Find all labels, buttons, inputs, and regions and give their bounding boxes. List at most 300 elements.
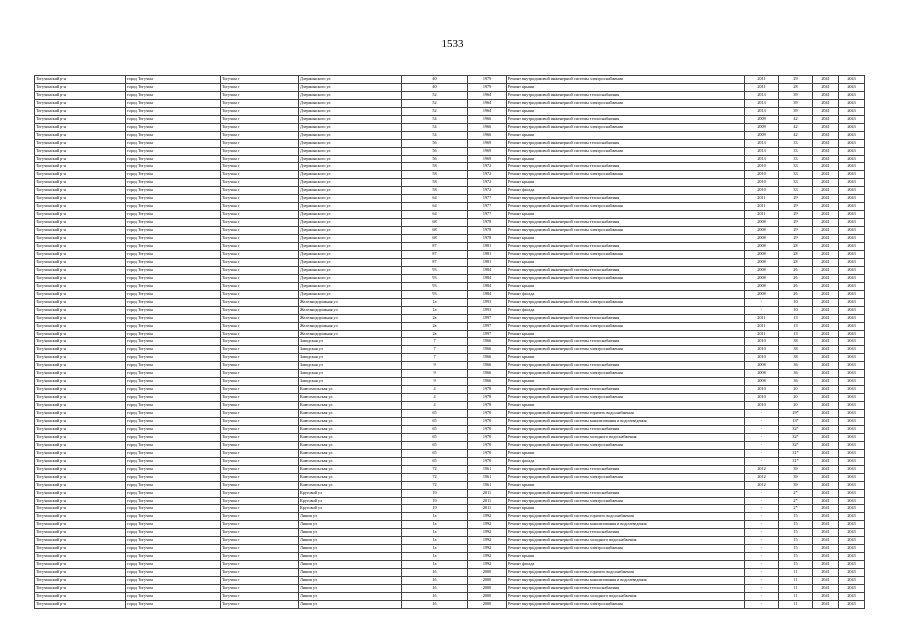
cell-street: Заводская ул (299, 346, 402, 354)
cell-district: Тогучинский р-н (35, 505, 126, 513)
cell-house-number: 16 (402, 577, 468, 585)
cell-plan-start-year: 2041 (813, 155, 839, 163)
cell-age: 32* (779, 433, 813, 441)
document-table-container (34, 75, 864, 609)
cell-locality: Тогучин г (221, 290, 299, 298)
cell-settlement: город Тогучин (126, 147, 221, 155)
cell-locality: Тогучин г (221, 402, 299, 410)
cell-locality: Тогучин г (221, 266, 299, 274)
cell-street: Комсомольская ул (299, 465, 402, 473)
cell-house-number: 9 (402, 378, 468, 386)
cell-house-number: 1а (402, 545, 468, 553)
cell-district: Тогучинский р-н (35, 433, 126, 441)
cell-plan-end-year: 2043 (839, 402, 865, 410)
table-row (35, 370, 865, 378)
cell-locality: Тогучин г (221, 282, 299, 290)
cell-plan-end-year: 2043 (839, 107, 865, 115)
cell-street: Комсомольская ул (299, 425, 402, 433)
cell-plan-start-year: 2041 (813, 235, 839, 243)
cell-locality: Тогучин г (221, 362, 299, 370)
cell-plan-end-year: 2043 (839, 346, 865, 354)
cell-locality: Тогучин г (221, 203, 299, 211)
cell-locality: Тогучин г (221, 314, 299, 322)
cell-house-number: 68 (402, 227, 468, 235)
cell-house-number: 40 (402, 83, 468, 91)
cell-build-year: 1966 (468, 378, 507, 386)
cell-settlement: город Тогучин (126, 314, 221, 322)
cell-last-repair-year: 2013 (745, 107, 779, 115)
cell-build-year: 1981 (468, 243, 507, 251)
cell-locality: Тогучин г (221, 378, 299, 386)
cell-house-number: 19 (402, 497, 468, 505)
cell-plan-start-year: 2041 (813, 123, 839, 131)
cell-build-year: 1992 (468, 529, 507, 537)
cell-street: Линии ул (299, 561, 402, 569)
cell-street: Железнодорожная ул (299, 298, 402, 306)
cell-plan-start-year: 2041 (813, 553, 839, 561)
cell-street: Линии ул (299, 553, 402, 561)
cell-last-repair-year: - (745, 577, 779, 585)
cell-work-type: Ремонт внутридомовой инженерной системы теплоснабжения (507, 91, 745, 99)
cell-street: Железнодорожная ул (299, 330, 402, 338)
cell-age: 39 (779, 481, 813, 489)
cell-build-year: 1979 (468, 76, 507, 84)
cell-work-type: Ремонт внутридомовой инженерной системы электроснабжения (507, 394, 745, 402)
table-row (35, 274, 865, 282)
cell-age: 15 (779, 521, 813, 529)
cell-plan-end-year: 2043 (839, 131, 865, 139)
cell-work-type: Ремонт внутридомовой инженерной системы теплоснабжения (507, 243, 745, 251)
table-row (35, 330, 865, 338)
cell-district: Тогучинский р-н (35, 235, 126, 243)
cell-build-year: 1977 (468, 203, 507, 211)
cell-district: Тогучинский р-н (35, 561, 126, 569)
cell-build-year: 1978 (468, 235, 507, 243)
cell-house-number: 87 (402, 250, 468, 258)
cell-locality: Тогучин г (221, 386, 299, 394)
cell-age: 2* (779, 505, 813, 513)
cell-district: Тогучинский р-н (35, 497, 126, 505)
cell-age: 20 (779, 386, 813, 394)
cell-build-year: 1992 (468, 553, 507, 561)
table-row (35, 338, 865, 346)
cell-street: Дзержинского ул (299, 243, 402, 251)
cell-build-year: 1984 (468, 290, 507, 298)
table-row (35, 243, 865, 251)
cell-plan-start-year: 2041 (813, 83, 839, 91)
cell-plan-end-year: 2043 (839, 147, 865, 155)
cell-age: 11 (779, 585, 813, 593)
cell-locality: Тогучин г (221, 481, 299, 489)
cell-work-type: Ремонт крыши (507, 211, 745, 219)
cell-street: Линии ул (299, 585, 402, 593)
cell-locality: Тогучин г (221, 99, 299, 107)
cell-age: 39 (779, 465, 813, 473)
cell-settlement: город Тогучин (126, 569, 221, 577)
cell-work-type: Ремонт внутридомовой инженерной системы холодного водоснабжения (507, 433, 745, 441)
table-row (35, 585, 865, 593)
cell-plan-start-year: 2041 (813, 585, 839, 593)
cell-street: Линии ул (299, 577, 402, 585)
cell-plan-end-year: 2043 (839, 91, 865, 99)
cell-street: Комсомольская ул (299, 410, 402, 418)
cell-settlement: город Тогучин (126, 521, 221, 529)
cell-last-repair-year: 2011 (745, 76, 779, 84)
cell-locality: Тогучин г (221, 306, 299, 314)
cell-plan-end-year: 2043 (839, 306, 865, 314)
cell-street: Линии ул (299, 537, 402, 545)
cell-district: Тогучинский р-н (35, 163, 126, 171)
cell-work-type: Ремонт внутридомовой инженерной системы теплоснабжения (507, 489, 745, 497)
cell-locality: Тогучин г (221, 338, 299, 346)
table-row (35, 266, 865, 274)
cell-plan-start-year: 2041 (813, 250, 839, 258)
cell-settlement: город Тогучин (126, 235, 221, 243)
cell-settlement: город Тогучин (126, 529, 221, 537)
cell-build-year: 1978 (468, 227, 507, 235)
cell-locality: Тогучин г (221, 370, 299, 378)
cell-plan-end-year: 2043 (839, 497, 865, 505)
cell-locality: Тогучин г (221, 473, 299, 481)
cell-house-number: 65 (402, 449, 468, 457)
cell-plan-end-year: 2043 (839, 505, 865, 513)
cell-street: Комсомольская ул (299, 402, 402, 410)
cell-work-type: Ремонт крыши (507, 282, 745, 290)
cell-last-repair-year: - (745, 497, 779, 505)
cell-last-repair-year: - (745, 306, 779, 314)
cell-settlement: город Тогучин (126, 211, 221, 219)
cell-age: 33 (779, 147, 813, 155)
cell-last-repair-year: 2011 (745, 211, 779, 219)
cell-last-repair-year: - (745, 505, 779, 513)
cell-street: Дзержинского ул (299, 274, 402, 282)
cell-district: Тогучинский р-н (35, 569, 126, 577)
cell-street: Комсомольская ул (299, 386, 402, 394)
cell-plan-start-year: 2041 (813, 362, 839, 370)
cell-house-number: 52 (402, 91, 468, 99)
cell-build-year: 1984 (468, 266, 507, 274)
cell-plan-end-year: 2043 (839, 99, 865, 107)
cell-house-number: 64 (402, 211, 468, 219)
cell-locality: Тогучин г (221, 195, 299, 203)
cell-house-number: 16 (402, 569, 468, 577)
cell-build-year: 1966 (468, 346, 507, 354)
cell-plan-end-year: 2043 (839, 123, 865, 131)
cell-locality: Тогучин г (221, 457, 299, 465)
cell-work-type: Ремонт внутридомовой инженерной системы теплоснабжения (507, 585, 745, 593)
cell-street: Дзержинского ул (299, 83, 402, 91)
cell-build-year: 1978 (468, 219, 507, 227)
cell-district: Тогучинский р-н (35, 553, 126, 561)
cell-locality: Тогучин г (221, 592, 299, 600)
cell-last-repair-year: 2008 (745, 290, 779, 298)
cell-street: Дзержинского ул (299, 147, 402, 155)
cell-settlement: город Тогучин (126, 585, 221, 593)
cell-build-year: 1966 (468, 115, 507, 123)
table-row (35, 449, 865, 457)
cell-plan-start-year: 2041 (813, 115, 839, 123)
cell-settlement: город Тогучин (126, 187, 221, 195)
cell-district: Тогучинский р-н (35, 282, 126, 290)
cell-build-year: 1997 (468, 322, 507, 330)
cell-locality: Тогучин г (221, 171, 299, 179)
cell-settlement: город Тогучин (126, 441, 221, 449)
cell-settlement: город Тогучин (126, 330, 221, 338)
cell-street: Дзержинского ул (299, 282, 402, 290)
cell-work-type: Ремонт внутридомовой инженерной системы электроснабжения (507, 274, 745, 282)
cell-age: 29* (779, 410, 813, 418)
cell-settlement: город Тогучин (126, 123, 221, 131)
cell-house-number: 16 (402, 600, 468, 608)
table-row (35, 76, 865, 84)
cell-build-year: 1961 (468, 465, 507, 473)
cell-street: Дзержинского ул (299, 179, 402, 187)
cell-work-type: Ремонт внутридомовой инженерной системы теплоснабжения (507, 219, 745, 227)
cell-district: Тогучинский р-н (35, 545, 126, 553)
cell-settlement: город Тогучин (126, 298, 221, 306)
cell-locality: Тогучин г (221, 163, 299, 171)
cell-locality: Тогучин г (221, 131, 299, 139)
cell-plan-end-year: 2043 (839, 83, 865, 91)
cell-last-repair-year: 2009 (745, 123, 779, 131)
cell-last-repair-year: 2008 (745, 227, 779, 235)
cell-plan-start-year: 2041 (813, 370, 839, 378)
cell-locality: Тогучин г (221, 322, 299, 330)
page-number: 1533 (441, 38, 464, 50)
cell-age: 26 (779, 274, 813, 282)
cell-plan-start-year: 2041 (813, 433, 839, 441)
cell-build-year: 1966 (468, 370, 507, 378)
table-row (35, 195, 865, 203)
cell-age: 42 (779, 123, 813, 131)
cell-last-repair-year: 2010 (745, 338, 779, 346)
cell-plan-start-year: 2041 (813, 314, 839, 322)
cell-house-number: 1а (402, 298, 468, 306)
cell-plan-start-year: 2041 (813, 346, 839, 354)
table-row (35, 203, 865, 211)
cell-locality: Тогучин г (221, 187, 299, 195)
cell-locality: Тогучин г (221, 76, 299, 84)
cell-street: Комсомольская ул (299, 394, 402, 402)
cell-house-number: 65 (402, 457, 468, 465)
cell-street: Комсомольская ул (299, 449, 402, 457)
cell-house-number: 1а (402, 521, 468, 529)
cell-work-type: Ремонт крыши (507, 179, 745, 187)
cell-plan-end-year: 2043 (839, 425, 865, 433)
cell-last-repair-year: 2010 (745, 354, 779, 362)
cell-age: 26 (779, 282, 813, 290)
cell-district: Тогучинский р-н (35, 577, 126, 585)
cell-last-repair-year: 2009 (745, 115, 779, 123)
cell-locality: Тогучин г (221, 417, 299, 425)
cell-plan-start-year: 2041 (813, 457, 839, 465)
cell-age: 39 (779, 107, 813, 115)
cell-plan-start-year: 2041 (813, 473, 839, 481)
cell-work-type: Ремонт фасада (507, 457, 745, 465)
cell-settlement: город Тогучин (126, 394, 221, 402)
cell-last-repair-year: 2008 (745, 378, 779, 386)
cell-district: Тогучинский р-н (35, 139, 126, 147)
table-row (35, 306, 865, 314)
cell-plan-end-year: 2043 (839, 513, 865, 521)
cell-plan-end-year: 2043 (839, 521, 865, 529)
cell-district: Тогучинский р-н (35, 592, 126, 600)
cell-street: Линии ул (299, 569, 402, 577)
cell-plan-start-year: 2041 (813, 505, 839, 513)
cell-work-type: Ремонт внутридомовой инженерной системы горячего водоснабжения (507, 513, 745, 521)
cell-street: Дзержинского ул (299, 227, 402, 235)
cell-settlement: город Тогучин (126, 274, 221, 282)
cell-build-year: 1961 (468, 481, 507, 489)
cell-district: Тогучинский р-н (35, 266, 126, 274)
cell-house-number: 58 (402, 179, 468, 187)
cell-plan-end-year: 2043 (839, 417, 865, 425)
cell-settlement: город Тогучин (126, 250, 221, 258)
cell-house-number: 16 (402, 585, 468, 593)
cell-house-number: 65 (402, 417, 468, 425)
table-row (35, 250, 865, 258)
cell-age: 11 (779, 592, 813, 600)
cell-work-type: Ремонт внутридомовой инженерной системы электроснабжения (507, 76, 745, 84)
cell-plan-end-year: 2043 (839, 457, 865, 465)
cell-last-repair-year: 2010 (745, 179, 779, 187)
cell-age: 11 (779, 577, 813, 585)
cell-build-year: 1993 (468, 306, 507, 314)
cell-street: Дзержинского ул (299, 219, 402, 227)
cell-house-number: 72 (402, 481, 468, 489)
cell-settlement: город Тогучин (126, 561, 221, 569)
cell-plan-end-year: 2043 (839, 139, 865, 147)
table-row (35, 425, 865, 433)
cell-district: Тогучинский р-н (35, 83, 126, 91)
cell-street: Дзержинского ул (299, 171, 402, 179)
cell-district: Тогучинский р-н (35, 203, 126, 211)
table-row (35, 346, 865, 354)
cell-settlement: город Тогучин (126, 163, 221, 171)
cell-plan-start-year: 2041 (813, 600, 839, 608)
cell-settlement: город Тогучин (126, 99, 221, 107)
cell-plan-end-year: 2043 (839, 449, 865, 457)
cell-locality: Тогучин г (221, 330, 299, 338)
cell-street: Заводская ул (299, 362, 402, 370)
cell-plan-end-year: 2043 (839, 394, 865, 402)
cell-locality: Тогучин г (221, 179, 299, 187)
cell-work-type: Ремонт внутридомовой инженерной системы теплоснабжения (507, 386, 745, 394)
cell-plan-start-year: 2041 (813, 195, 839, 203)
cell-last-repair-year: 2008 (745, 250, 779, 258)
cell-plan-end-year: 2043 (839, 322, 865, 330)
cell-locality: Тогучин г (221, 227, 299, 235)
cell-work-type: Ремонт внутридомовой инженерной системы канализования и водоотведения (507, 417, 745, 425)
cell-plan-start-year: 2041 (813, 449, 839, 457)
cell-build-year: 1997 (468, 330, 507, 338)
cell-plan-start-year: 2041 (813, 561, 839, 569)
cell-plan-start-year: 2041 (813, 298, 839, 306)
cell-locality: Тогучин г (221, 497, 299, 505)
cell-street: Дзержинского ул (299, 258, 402, 266)
cell-plan-end-year: 2043 (839, 378, 865, 386)
cell-settlement: город Тогучин (126, 577, 221, 585)
cell-district: Тогучинский р-н (35, 155, 126, 163)
cell-district: Тогучинский р-н (35, 410, 126, 418)
cell-house-number: 1а (402, 306, 468, 314)
cell-age: 28 (779, 83, 813, 91)
table-row (35, 592, 865, 600)
cell-age: 29 (779, 195, 813, 203)
cell-last-repair-year: - (745, 417, 779, 425)
cell-last-repair-year: 2010 (745, 171, 779, 179)
cell-district: Тогучинский р-н (35, 441, 126, 449)
cell-age: 33 (779, 139, 813, 147)
table-row (35, 298, 865, 306)
table-row (35, 378, 865, 386)
cell-settlement: город Тогучин (126, 76, 221, 84)
cell-street: Дзержинского ул (299, 250, 402, 258)
cell-work-type: Ремонт внутридомовой инженерной системы теплоснабжения (507, 465, 745, 473)
cell-plan-end-year: 2043 (839, 370, 865, 378)
cell-age: 28 (779, 250, 813, 258)
cell-age: 39 (779, 91, 813, 99)
cell-house-number: 87 (402, 243, 468, 251)
cell-locality: Тогучин г (221, 346, 299, 354)
cell-plan-end-year: 2043 (839, 553, 865, 561)
cell-build-year: 1966 (468, 362, 507, 370)
cell-age: 28 (779, 243, 813, 251)
cell-house-number: 2а (402, 322, 468, 330)
cell-street: Линии ул (299, 521, 402, 529)
table-row (35, 505, 865, 513)
cell-plan-start-year: 2041 (813, 545, 839, 553)
table-row (35, 417, 865, 425)
cell-plan-end-year: 2043 (839, 250, 865, 258)
cell-settlement: город Тогучин (126, 449, 221, 457)
cell-plan-end-year: 2043 (839, 569, 865, 577)
cell-house-number: 9 (402, 370, 468, 378)
cell-work-type: Ремонт крыши (507, 107, 745, 115)
cell-house-number: 16 (402, 592, 468, 600)
cell-house-number: 1а (402, 553, 468, 561)
cell-work-type: Ремонт внутридомовой инженерной системы холодного водоснабжения (507, 537, 745, 545)
cell-district: Тогучинский р-н (35, 179, 126, 187)
cell-district: Тогучинский р-н (35, 529, 126, 537)
cell-work-type: Ремонт крыши (507, 258, 745, 266)
table-row (35, 171, 865, 179)
cell-plan-end-year: 2043 (839, 266, 865, 274)
cell-plan-end-year: 2043 (839, 537, 865, 545)
cell-work-type: Ремонт фасада (507, 290, 745, 298)
cell-district: Тогучинский р-н (35, 227, 126, 235)
cell-plan-start-year: 2041 (813, 266, 839, 274)
cell-work-type: Ремонт внутридомовой инженерной системы теплоснабжения (507, 139, 745, 147)
cell-plan-end-year: 2043 (839, 290, 865, 298)
cell-age: 15 (779, 553, 813, 561)
cell-last-repair-year: 2012 (745, 473, 779, 481)
cell-build-year: 1992 (468, 513, 507, 521)
cell-settlement: город Тогучин (126, 545, 221, 553)
cell-plan-end-year: 2043 (839, 211, 865, 219)
cell-age: 39 (779, 99, 813, 107)
cell-work-type: Ремонт внутридомовой инженерной системы теплоснабжения (507, 425, 745, 433)
cell-work-type: Ремонт внутридомовой инженерной системы электроснабжения (507, 298, 745, 306)
cell-work-type: Ремонт внутридомовой инженерной системы теплоснабжения (507, 163, 745, 171)
cell-district: Тогучинский р-н (35, 258, 126, 266)
cell-street: Линии ул (299, 513, 402, 521)
cell-age: 31* (779, 457, 813, 465)
cell-locality: Тогучин г (221, 258, 299, 266)
cell-age: 39 (779, 473, 813, 481)
cell-plan-end-year: 2043 (839, 600, 865, 608)
cell-work-type: Ремонт крыши (507, 131, 745, 139)
